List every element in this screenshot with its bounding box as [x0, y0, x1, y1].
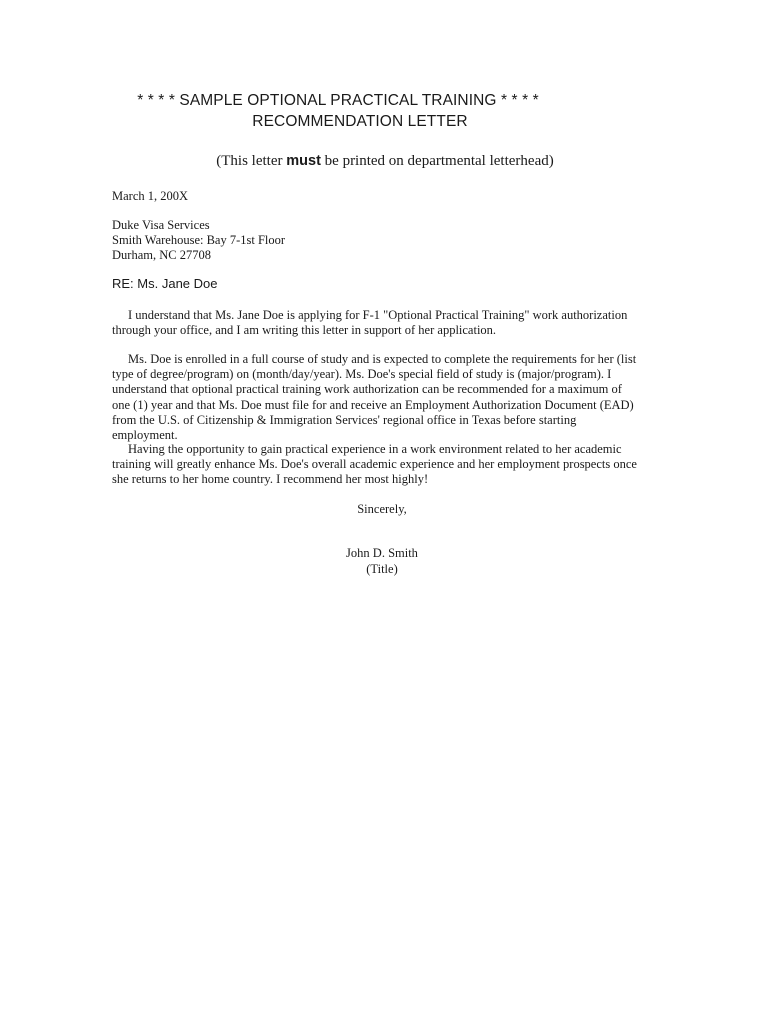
signature-title: (Title): [366, 562, 398, 576]
closing: Sincerely,: [357, 502, 407, 516]
address-line-2: Smith Warehouse: Bay 7-1st Floor: [112, 233, 286, 247]
address-line-1: Duke Visa Services: [112, 218, 210, 232]
document-subtitle: RECOMMENDATION LETTER: [252, 113, 468, 130]
letter-date: March 1, 200X: [112, 189, 189, 203]
address-line-3: Durham, NC 27708: [112, 248, 211, 262]
letterhead-note: [80, 151, 690, 171]
document-title: * * * * SAMPLE OPTIONAL PRACTICAL TRAINING * * * *: [137, 92, 539, 109]
note-suffix: be printed on departmental letterhead): [320, 153, 554, 169]
body-paragraph-3: Having the opportunity to gain practical experience in a work environment related to her academic training will greatly enhance Ms. Doe's overall academic experience and her employment prospects once she returns to her home country. I recommend her most highly!: [112, 442, 637, 487]
recipient-address: [112, 218, 642, 263]
subject-line: RE: Ms. Jane Doe: [112, 276, 218, 291]
signature-name: John D. Smith: [346, 546, 418, 560]
note-prefix: (This letter: [216, 153, 287, 169]
body-paragraph-2: Ms. Doe is enrolled in a full course of study and is expected to complete the requirements for her (list type of degree/program) on (month/day/year). Ms. Doe's special field of study is (major/program). I understand that optional practical training work authorization can be recommended for a maximum of one (1) year and that Ms. Doe must file for and receive an Employment Authorization Document (EAD) from the U.S. of Citizenship & Immigration Services' regional office in Texas before starting employment.: [112, 352, 637, 443]
note-emphasis: must: [286, 153, 321, 169]
body-paragraph-1: I understand that Ms. Jane Doe is applying for F-1 "Optional Practical Training" work authorization through your office, and I am writing this letter in support of her application.: [112, 308, 628, 338]
